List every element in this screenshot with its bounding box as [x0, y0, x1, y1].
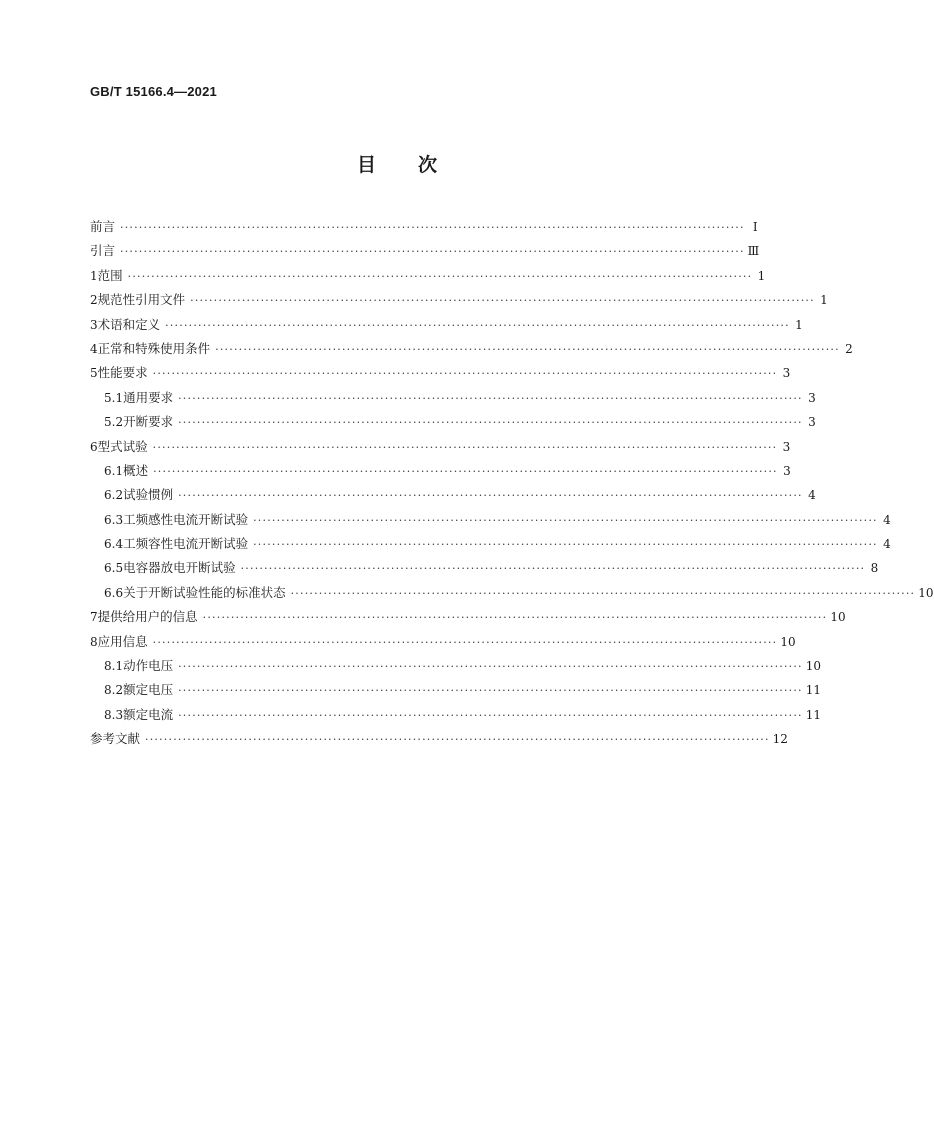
toc-entry-number: 8.2 [104, 683, 124, 698]
toc-entry-page: 12 [772, 732, 788, 747]
toc-entry-label: 试验惯例 [123, 487, 174, 503]
toc-entry[interactable] [90, 727, 788, 751]
toc-entry-number: 6.2 [104, 488, 124, 503]
toc-entry-label: 工频容性电流开断试验 [123, 536, 249, 552]
toc-entry-label: 范围 [97, 267, 123, 283]
toc-leader-dots: ····································································································································· [178, 708, 803, 722]
toc-entry-page: Ⅰ [752, 220, 758, 234]
toc-entry[interactable] [90, 483, 816, 507]
toc-leader-dots: ····································································································································· [190, 294, 815, 308]
toc-entry[interactable] [90, 215, 758, 239]
toc-leader-dots: ····································································································································· [152, 635, 778, 649]
toc-entry[interactable] [90, 605, 846, 629]
toc-entry-page: 4 [808, 488, 816, 503]
toc-entry-page: 4 [883, 537, 891, 552]
toc-entry-label: 引言 [90, 243, 116, 259]
toc-entry-page: 11 [805, 683, 822, 698]
toc-entry-page: 10 [780, 634, 796, 649]
toc-leader-dots: ····································································································································· [215, 342, 840, 356]
toc-entry-label: 性能要求 [97, 365, 148, 381]
toc-entry[interactable] [90, 313, 803, 337]
toc-entry[interactable] [90, 410, 816, 434]
toc-entry[interactable] [90, 239, 760, 263]
toc-entry[interactable] [90, 703, 822, 727]
toc-entry-page: 3 [808, 390, 816, 405]
toc-leader-dots: ····································································································································· [253, 513, 878, 527]
toc-leader-dots: ····································································································································· [152, 367, 778, 381]
toc-entry-number: 4 [90, 341, 98, 356]
toc-entry-page: Ⅲ [747, 244, 760, 259]
toc-leader-dots: ····································································································································· [178, 416, 803, 430]
toc-entry[interactable] [90, 435, 791, 459]
toc-entry-page: 8 [870, 561, 879, 576]
toc-entry-number: 6.6 [104, 585, 124, 600]
toc-entry-label: 概述 [123, 462, 149, 478]
toc-entry[interactable] [90, 386, 816, 410]
toc-entry-label: 电容器放电开断试验 [123, 560, 236, 576]
toc-entry-label: 通用要求 [123, 389, 174, 405]
standard-code: GB/T 15166.4—2021 [90, 84, 217, 99]
toc-entry-page: 1 [795, 317, 803, 332]
toc-entry[interactable] [90, 532, 891, 556]
toc-entry-number: 8 [90, 634, 98, 649]
toc-entry-label: 提供给用户的信息 [97, 609, 198, 625]
toc-entry-page: 1 [820, 293, 828, 308]
toc-entry-number: 6.1 [104, 463, 124, 478]
toc-entry-page: 3 [782, 366, 791, 381]
toc-entry-label: 正常和特殊使用条件 [97, 340, 211, 356]
toc-entry-page: 1 [757, 268, 766, 283]
table-of-contents [90, 215, 934, 752]
toc-leader-dots: ····································································································································· [153, 464, 778, 478]
toc-entry-number: 8.3 [104, 707, 124, 722]
toc-leader-dots: ····································································································································· [202, 611, 828, 625]
toc-entry-label: 额定电流 [123, 706, 174, 722]
toc-leader-dots: ····································································································································· [240, 562, 866, 576]
toc-entry[interactable] [90, 678, 822, 702]
toc-entry-label: 术语和定义 [97, 316, 161, 332]
toc-leader-dots: ····································································································································· [145, 733, 770, 747]
toc-leader-dots: ····································································································································· [178, 660, 803, 674]
toc-entry-number: 3 [90, 317, 98, 332]
toc-entry-number: 1 [90, 268, 98, 283]
toc-leader-dots: ····································································································································· [127, 269, 753, 283]
toc-entry[interactable] [90, 361, 791, 385]
toc-entry-label: 前言 [90, 219, 116, 234]
toc-entry-label: 动作电压 [123, 658, 174, 674]
toc-entry-page: 3 [782, 439, 791, 454]
toc-leader-dots: ····································································································································· [120, 245, 745, 259]
toc-entry-page: 2 [845, 341, 853, 356]
toc-entry[interactable] [90, 459, 791, 483]
toc-entry[interactable] [90, 264, 766, 288]
toc-leader-dots: ····································································································································· [165, 318, 790, 332]
toc-entry-number: 6 [90, 439, 98, 454]
toc-entry-number: 5.2 [104, 415, 124, 430]
toc-entry-number: 7 [90, 610, 98, 625]
toc-entry-page: 3 [808, 415, 816, 430]
toc-entry-label: 参考文献 [90, 731, 141, 747]
toc-entry[interactable] [90, 630, 796, 654]
toc-leader-dots: ····································································································································· [178, 489, 803, 503]
toc-entry-label: 规范性引用文件 [97, 292, 186, 308]
toc-entry-label: 型式试验 [97, 438, 148, 454]
page-title: 目次 [356, 154, 479, 176]
toc-entry-label: 额定电压 [123, 682, 174, 698]
toc-entry-page: 10 [918, 585, 934, 600]
toc-leader-dots: ····································································································································· [152, 440, 778, 454]
toc-leader-dots: ····································································································································· [178, 684, 803, 698]
toc-entry-page: 10 [830, 610, 846, 625]
toc-entry-number: 8.1 [104, 659, 124, 674]
toc-entry-number: 6.5 [104, 561, 124, 576]
toc-entry-page: 10 [805, 659, 822, 674]
toc-leader-dots: ····································································································································· [290, 586, 916, 600]
toc-entry-page: 3 [783, 463, 791, 478]
toc-entry-label: 工频感性电流开断试验 [123, 511, 249, 527]
toc-leader-dots: ····································································································································· [120, 221, 745, 234]
toc-entry-label: 开断要求 [123, 414, 174, 430]
toc-entry-number: 5 [90, 366, 98, 381]
toc-entry-number: 6.4 [104, 537, 124, 552]
toc-entry[interactable] [90, 508, 891, 532]
toc-entry[interactable] [90, 337, 853, 361]
toc-entry-page: 11 [805, 707, 822, 722]
toc-entry[interactable] [90, 654, 822, 678]
toc-entry-label: 关于开断试验性能的标准状态 [123, 584, 286, 600]
toc-entry[interactable] [90, 288, 828, 312]
toc-entry[interactable] [90, 581, 934, 605]
toc-entry-label: 应用信息 [97, 633, 148, 649]
toc-leader-dots: ····································································································································· [178, 391, 803, 405]
toc-entry-number: 6.3 [104, 512, 124, 527]
toc-entry-number: 2 [90, 293, 98, 308]
toc-entry[interactable] [90, 556, 879, 580]
toc-leader-dots: ····································································································································· [253, 538, 878, 552]
toc-entry-page: 4 [883, 512, 891, 527]
toc-entry-number: 5.1 [104, 390, 124, 405]
